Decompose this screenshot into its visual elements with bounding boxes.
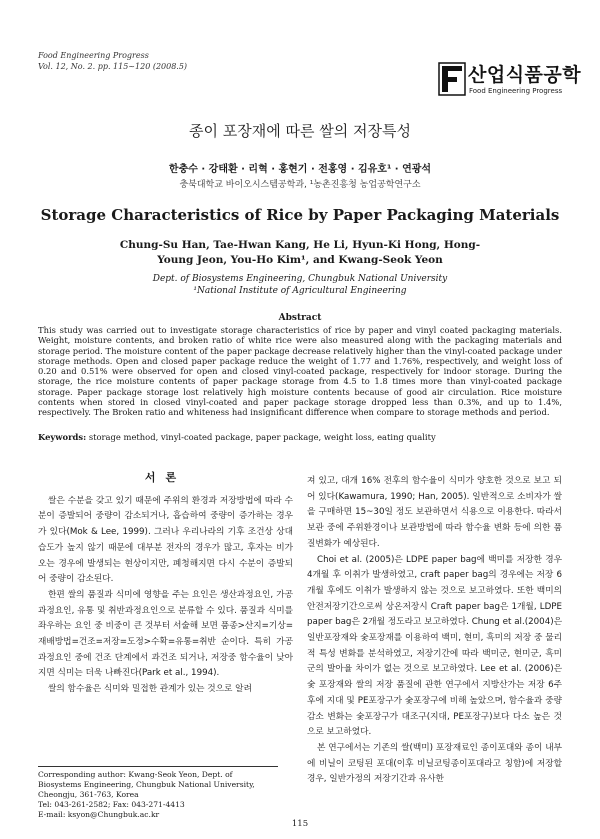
section-heading: 서론 — [144, 471, 187, 484]
english-authors: Chung-Su Han, Tae-Hwan Kang, He Li, Hyun-Ki Hong, Hong-Young Jeon, You-Ho Kim¹, and Kwang-Seok Yeon — [119, 239, 481, 266]
logo-subtitle: Food Engineering Progress — [469, 87, 563, 95]
paragraph: 져 있고, 대개 16% 전후의 함수율이 식미가 양호한 것으로 보고 되어 있다(Kawamura, 1990; Han, 2005). 일반적으로 소비자가 쌀을 구매하면 15~30일 정도 보관하면서 식용으로 이용한다. 따라서 보관 중에 주위환경이나 보관방법에 따라 함수율 변화 등에 의한 품질변화가 예상된다. — [307, 476, 562, 549]
keywords — [38, 432, 562, 442]
body-left-column — [38, 470, 293, 698]
paragraph: Choi et al. (2005)은 LDPE paper bag에 백미를 저장한 경우 4개월 후 이취가 발생하였고, craft paper bag의 경우에는 저장 6개월 후에도 이취가 발생하지 않는 것으로 보고하였다. 또한 백미의 안전저장기간으로써 상온저장시 Craft paper bag은 1개월, LDPE paper bag은 2개월 정도라고 보고하였다. Chung et al.(2004)은 일반포장재와 숯포장재를 이용하여 백미, 현미, 흑미의 저장 중 물리적 특성 변화를 분석하였고, 저장기간에 따라 백미군, 현미군, 흑미군의 발아율 차이가 없는 것으로 보고하였다. Lee et al. (2006)은 숯 포장재와 쌀의 저장 품질에 관한 연구에서 지방산가는 저장 6주후에 지대 및 PE포장구가 숯포장구에 비해 높았으며, 함수율과 중량감소 변화는 숯포장구가 대조구(지대, PE포장구)보다 다소 높은 것으로 보고하였다. — [307, 554, 562, 738]
journal-logo — [438, 60, 582, 102]
english-title: Storage Characteristics of Rice by Paper Packaging Materials — [40, 206, 560, 224]
journal-volume: Vol. 12, No. 2. pp. 115~120 (2008.5) — [38, 62, 188, 71]
body-right-column — [307, 474, 562, 788]
footnote-phone: Tel: 043-261-2582; Fax: 043-271-4413 — [38, 800, 185, 809]
korean-authors: 한충수 · 강태환 · 리혁 · 홍현기 · 전홍영 · 김유호¹ · 연광석 — [168, 164, 432, 175]
page-number: 115 — [291, 819, 309, 829]
abstract-text: This study was carried out to investigate storage characteristics of rice by paper and vinyl coated packaging materials. Weight, moisture contents, and broken ratio of white rice were also measured along with the packaging materials and storage period. The moisture content of the paper package decrease relatively higher than the vinyl-coated package under storage methods. Open and closed paper package reduce the weight of 1.77 and 1.76%, respectively, and weight loss of 0.20 and 0.51% were observed for open and closed vinyl-coated package, respectively for indoor storage. During the storage, the rice moisture contents of paper package storage from 4.5 to 1.8 times more than vinyl-coated package storage. Paper package storage lost relatively high moisture contents because of good air circulation. Rice moisture contents when stored in closed vinyl-coated and paper package storage dropped less than 0.3%, and up to 1.4%, respectively. The Broken ratio and whiteness had insignificant difference when compare to storage methods and period. — [38, 325, 562, 418]
journal-name: Food Engineering Progress — [38, 51, 149, 60]
corresponding-author-footnote — [38, 770, 278, 820]
journal-header — [38, 50, 187, 72]
logo-mark-icon — [438, 62, 466, 96]
footnote-email: E-mail: ksyon@Chungbuk.ac.kr — [38, 810, 160, 819]
affiliation-line-2: ¹National Institute of Agricultural Engineering — [193, 286, 407, 296]
abstract-heading: Abstract — [278, 313, 322, 323]
keywords-label: Keywords: — [38, 432, 87, 442]
korean-title: 종이 포장재에 따른 쌀의 저장특성 — [189, 122, 411, 140]
paragraph: 본 연구에서는 기존의 쌀(백미) 포장재료인 종이포대와 종이 내부에 비닐이 코팅된 포대(이후 비닐코팅종이포대라고 칭함)에 저장할 경우, 일반가정의 저장기간과 유사한 — [307, 742, 562, 785]
english-affiliation — [0, 273, 600, 297]
korean-affiliation: 충북대학교 바이오시스템공학과, ¹농촌진흥청 농업공학연구소 — [179, 180, 421, 190]
footnote-divider — [38, 766, 278, 767]
logo-title: 산업식품공학 — [468, 64, 582, 86]
affiliation-line-1: Dept. of Biosystems Engineering, Chungbuk National University — [152, 274, 448, 284]
paragraph: 쌀은 수분을 갖고 있기 때문에 주위의 환경과 저장방법에 따라 수분이 증발되어 중량이 감소되거나, 흡습하여 중량이 증가하는 경우가 있다(Mok & Lee, 1999). 그러나 우리나라의 기후 조건상 상대습도가 높지 않기 때문에 대부분 전자의 경우가 많고, 후자는 비가 오는 경우에 발생되는 현상이지만, 폐청해지면 다시 수분이 증발되어 중량이 감소된다. — [38, 495, 293, 585]
paragraph: 쌀의 함수율은 식미와 밀접한 관계가 있는 것으로 알려 — [48, 684, 252, 695]
paragraph: 한편 쌀의 품질과 식미에 영향을 주는 요인은 생산과정요인, 가공과정요인, 유통 및 취반과정요인으로 분류할 수 있다. 품질과 식미를 좌우하는 요인 중 비중이 큰 것부터 서술해 보면 품종>산지=기상=재배방법=건조=저장=도정>수확=유통=취반 순이다. 특히 가공과정요인 중에 건조 단계에서 과건조 되거나, 저장중 함수율이 낮아지면 식미는 더욱 나빠진다(Park et al., 1994). — [38, 589, 293, 679]
keywords-text: storage method, vinyl-coated package, paper package, weight loss, eating quality — [86, 432, 436, 442]
footnote-author: Corresponding author: Kwang-Seok Yeon, Dept. of Biosystems Engineering, Chungbuk National University, Cheongju, 361-763, Korea — [38, 770, 255, 799]
